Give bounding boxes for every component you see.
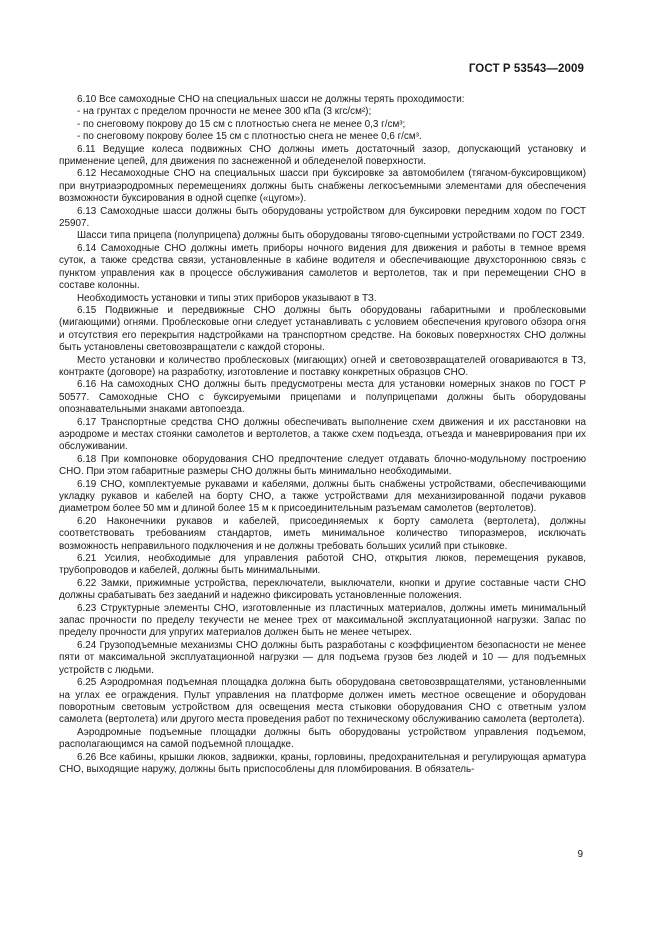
- paragraph-6-13-trailer: Шасси типа прицепа (полуприцепа) должны быть оборудованы тягово-сцепными устройствами по ГОСТ 2349.: [77, 230, 585, 242]
- list-item-snow-thin: - по снеговому покрову до 15 см с плотностью снега не менее 0,3 г/см³;: [77, 118, 406, 130]
- document-header: ГОСТ Р 53543—2009: [468, 63, 584, 75]
- paragraph-6-18: 6.18 При компоновке оборудования СНО предпочтение следует отдавать блочно-модульному построению СНО. При этом габаритные размеры СНО должны быть минимально необходимыми.: [59, 453, 586, 478]
- paragraph-6-26: 6.26 Все кабины, крышки люков, задвижки, краны, горловины, предохранительная и регулирующая арматура СНО, выходящие наружу, должны быть приспособлены для пломбирования. В обязатель-: [59, 751, 586, 775]
- paragraph-6-17: 6.17 Транспортные средства СНО должны обеспечивать выполнение схем движения и их расстановки на аэродроме и местах стоянки самолетов и вертолетов, а также схем подъезда, отъезда и маневрирования при их обслуживании.: [59, 416, 586, 453]
- paragraph-6-22: 6.22 Замки, прижимные устройства, переключатели, выключатели, кнопки и другие составные части СНО должны срабатывать без заеданий и надежно фиксировать установленные положения.: [59, 577, 586, 602]
- paragraph-6-25-lift: Аэродромные подъемные площадки должны быть оборудованы устройством управления подъемом, располагающимся на самой подъемной площадке.: [59, 726, 586, 751]
- list-item-soil: - на грунтах с пределом прочности не менее 300 кПа (3 кгс/см²);: [77, 106, 372, 118]
- paragraph-6-21: 6.21 Усилия, необходимые для управления работой СНО, открытия люков, перемещения рукавов, трубопроводов и кабелей, должны быть минимальными.: [59, 553, 586, 577]
- paragraph-6-19: 6.19 СНО, комплектуемые рукавами и кабелями, должны быть снабжены устройствами, обеспечивающими укладку рукавов и кабелей на борту СНО, а также устройствами для механизированной подачи рукавов диаметром более 50 мм и длиной более 15 м к присоединительным разъемам самолетов (вертолетов).: [59, 478, 586, 515]
- paragraph-6-23: 6.23 Структурные элементы СНО, изготовленные из пластичных материалов, должны иметь минимальный запас прочности по пределу текучести не менее трех от максимальной эксплуатационной нагрузки. Запас по пределу прочности для упругих материалов должен быть не менее четырех.: [59, 602, 586, 639]
- paragraph-6-16: 6.16 На самоходных СНО должны быть предусмотрены места для установки номерных знаков по ГОСТ Р 50577. Самоходные СНО с буксируемыми прицепами и полуприцепами должны быть оборудованы опознавательными знаками автопоезда.: [59, 379, 586, 416]
- paragraph-6-12: 6.12 Несамоходные СНО на специальных шасси при буксировке за автомобилем (тягачом-буксировщиком) при внутриаэродромных перемещениях должны быть снабжены легкосъемными элементами для обеспечения возможности буксирования в одной сцепке («цугом»).: [59, 168, 586, 205]
- paragraph-6-24: 6.24 Грузоподъемные механизмы СНО должны быть разработаны с коэффициентом безопасности не менее пяти от максимальной эксплуатационной нагрузки — для подъема грузов без людей и 10 — для подъемных устройств с людьми.: [59, 639, 586, 676]
- paragraph-6-14-note: Необходимость установки и типы этих приборов указывают в ТЗ.: [77, 292, 377, 304]
- list-item-snow-thick: - по снеговому покрову более 15 см с плотностью снега не менее 0,6 г/см³.: [77, 131, 422, 143]
- paragraph-6-25: 6.25 Аэродромная подъемная площадка должна быть оборудована световозвращателями, установленными на углах ее ограждения. Пульт управления на платформе должен иметь местное освещение и оборудован поворотным световым устройством для освещения места стыковки оборудования СНО с ответным узлом самолета (вертолета) или другого места проведения работ по техническому обслуживанию самолета (вертолета).: [59, 677, 586, 726]
- paragraph-6-13: 6.13 Самоходные шасси должны быть оборудованы устройством для буксировки передним ходом по ГОСТ 25907.: [59, 205, 586, 230]
- document-body: [59, 94, 586, 776]
- paragraph-6-14: 6.14 Самоходные СНО должны иметь приборы ночного видения для движения и работы в темное время суток, а также средства связи, установленные в кабине водителя и обеспечивающие двухстороннюю связь с пунктом управления как в процессе обслуживания самолетов и вертолетов, так и при перемещении СНО в составе колонны.: [59, 242, 586, 292]
- page-number: 9: [577, 849, 583, 860]
- paragraph-6-15: 6.15 Подвижные и передвижные СНО должны быть оборудованы габаритными и проблесковыми (мигающими) огнями. Проблесковые огни следует устанавливать с условием обеспечения кругового обзора огня и отсутствия его перекрытия надстройками на транспортном средстве. На боковых поверхностях СНО должны быть установлены световозвращатели с каждой стороны.: [59, 304, 586, 354]
- paragraph-6-11: 6.11 Ведущие колеса подвижных СНО должны иметь достаточный зазор, допускающий установку и применение цепей, для движения по заснеженной и обледенелой поверхности.: [59, 143, 586, 168]
- paragraph-6-20: 6.20 Наконечники рукавов и кабелей, присоединяемых к борту самолета (вертолета), должны соответствовать требованиям стандартов, иметь минимальное количество типоразмеров, исключать возможность неправильного подключения и не должны требовать больших усилий при стыковке.: [59, 515, 586, 552]
- paragraph-6-15-placement: Место установки и количество проблесковых (мигающих) огней и световозвращателей оговариваются в ТЗ, контракте (договоре) на разработку, изготовление и поставку конкретных образцов СНО.: [59, 354, 586, 378]
- paragraph-6-10: 6.10 Все самоходные СНО на специальных шасси не должны терять проходимости:: [77, 94, 465, 105]
